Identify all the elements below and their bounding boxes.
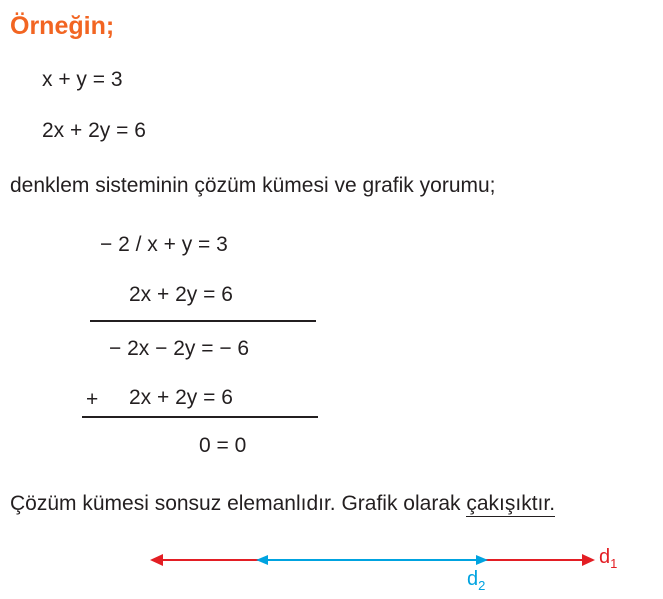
line-d1-letter: d [599, 546, 611, 568]
line-d2-right-arrow [476, 555, 488, 565]
intro-text: denklem sisteminin çözüm kümesi ve grafik yorumu; [10, 174, 496, 197]
equation-1: x + y = 3 [42, 68, 123, 91]
plus-sign: + [86, 388, 99, 411]
conclusion-sentence: Çözüm kümesi sonsuz elemanlıdır. Grafik olarak [10, 492, 467, 515]
solution-equation-2: 2x + 2y = 6 [129, 283, 233, 306]
line-d1-label [599, 546, 617, 569]
result-equation: 0 = 0 [199, 434, 247, 457]
line-d2-label [467, 568, 485, 591]
solution-equation-4: 2x + 2y = 6 [129, 386, 233, 409]
multiplier-equation: − 2 / x + y = 3 [100, 233, 228, 256]
solution-equation-3: − 2x − 2y = − 6 [109, 337, 250, 360]
equation-2: 2x + 2y = 6 [42, 119, 146, 142]
line-d1-left-arrow [150, 554, 163, 566]
line-d1-right-arrow [582, 554, 595, 566]
underlined-word: çakışıktır. [466, 492, 556, 515]
line-d2 [256, 555, 488, 565]
line-d2-left-arrow [256, 555, 268, 565]
line-d2-letter: d [467, 568, 479, 590]
line-d2-subscript: 2 [478, 578, 486, 593]
line-d1-subscript: 1 [610, 556, 618, 571]
example-title: Örneğin; [10, 12, 115, 40]
